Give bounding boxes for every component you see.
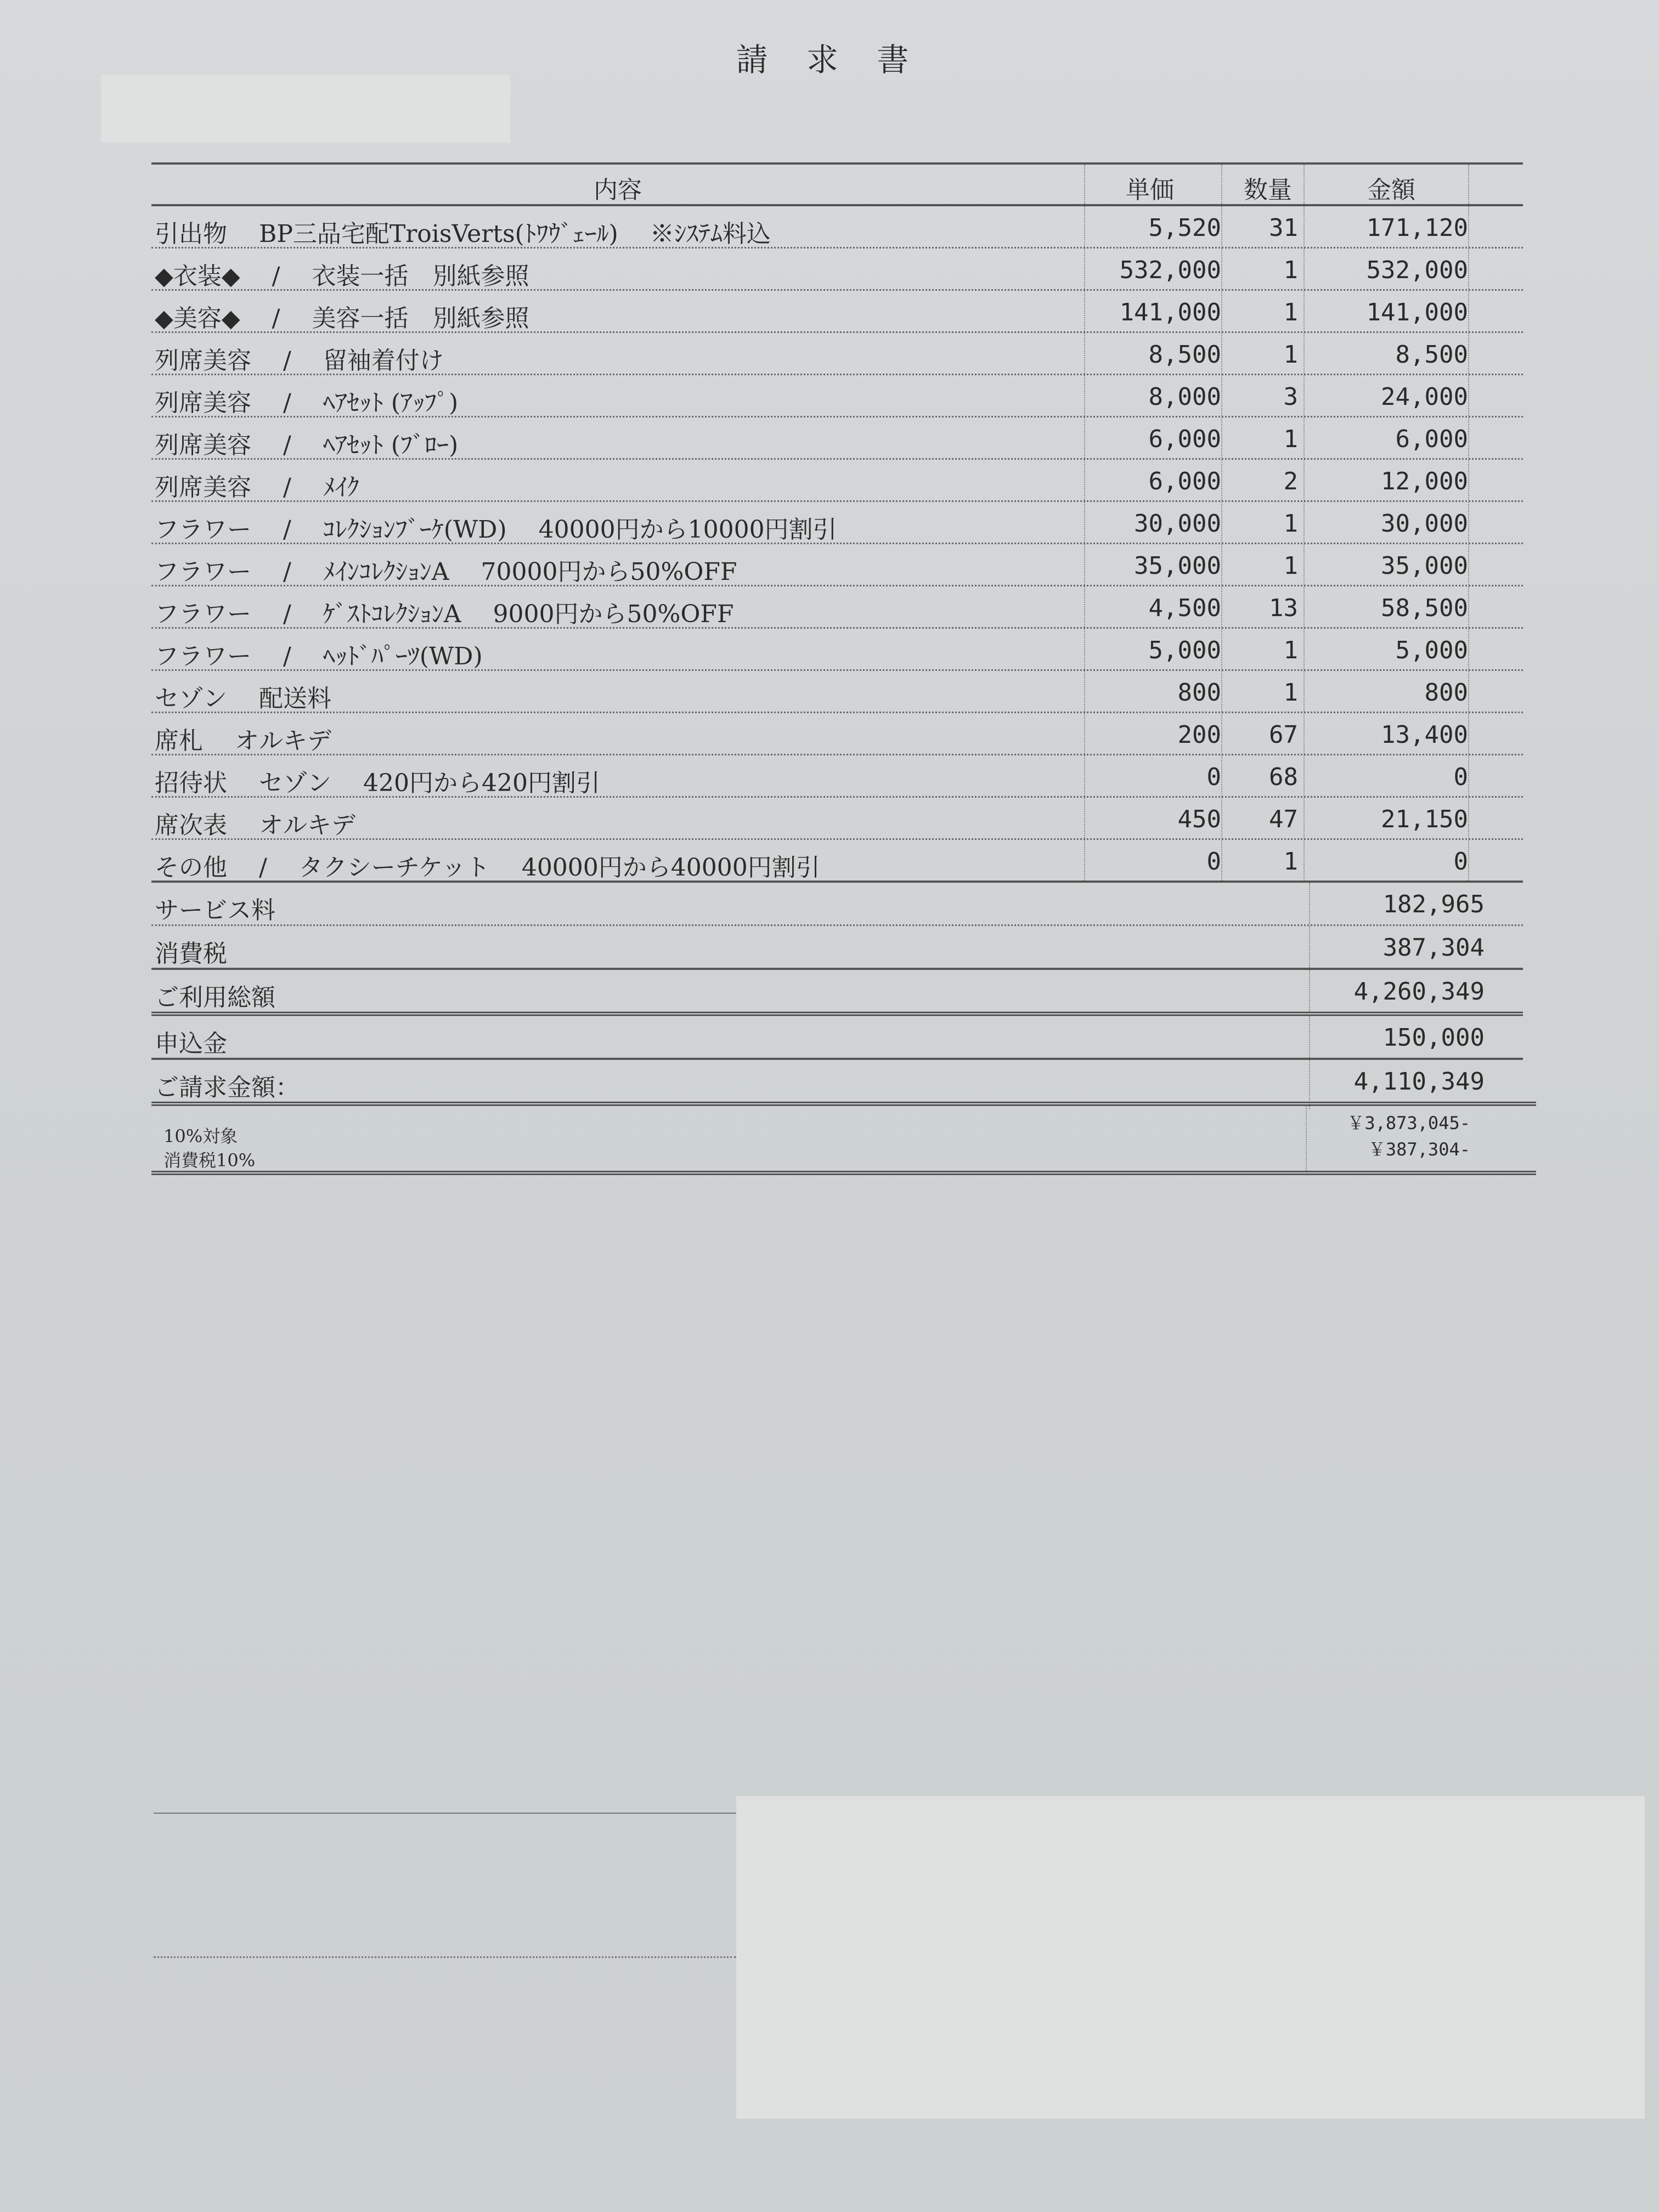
header-price: 単価: [1126, 176, 1174, 204]
row-qty: 1: [1283, 679, 1298, 707]
table-row: [151, 375, 1523, 417]
table-row: [151, 417, 1523, 460]
row-amount: 58,500: [1381, 594, 1468, 622]
row-desc: フラワー / ｹﾞｽﾄｺﾚｸｼｮﾝA 9000円から50%OFF: [155, 600, 734, 628]
row-qty: 1: [1283, 341, 1298, 369]
signature-line: [154, 1813, 736, 1814]
tax-amount-base: ￥3,873,045-: [1347, 1113, 1470, 1133]
row-qty: 1: [1283, 636, 1298, 664]
row-price: 450: [1177, 805, 1221, 833]
row-qty: 67: [1269, 721, 1298, 749]
row-amount: 24,000: [1381, 383, 1468, 411]
row-amount: 8,500: [1395, 341, 1468, 369]
row-price: 8,000: [1148, 383, 1221, 411]
summary-amount: 4,260,349: [1353, 978, 1485, 1006]
summary-row: [151, 970, 1523, 1016]
row-price: 0: [1206, 763, 1221, 791]
row-desc: 列席美容 / ﾍｱｾｯﾄ (ﾌﾞﾛｰ): [155, 431, 459, 459]
row-desc: セゾン 配送料: [155, 685, 331, 713]
row-amount: 35,000: [1381, 552, 1468, 580]
table-row: [151, 755, 1523, 798]
row-amount: 30,000: [1381, 510, 1468, 538]
row-qty: 1: [1283, 256, 1298, 284]
tax-label-rate: 消費税10%: [163, 1150, 256, 1171]
table-row: [151, 333, 1523, 375]
row-desc: 列席美容 / ﾍｱｾｯﾄ (ｱｯﾌﾟ): [155, 389, 459, 417]
table-row: [151, 840, 1523, 883]
row-desc: 列席美容 / 留袖着付け: [155, 347, 444, 375]
row-price: 8,500: [1148, 341, 1221, 369]
table-row: [151, 629, 1523, 671]
row-desc: 席次表 オルキデ: [155, 811, 356, 839]
row-amount: 171,120: [1366, 214, 1468, 242]
table-row: [151, 460, 1523, 502]
row-desc: その他 / タクシーチケット 40000円から40000円割引: [155, 854, 820, 882]
table-row: [151, 206, 1523, 249]
row-qty: 1: [1283, 425, 1298, 453]
summary-amount: 387,304: [1383, 934, 1485, 962]
row-qty: 13: [1269, 594, 1298, 622]
row-price: 800: [1177, 679, 1221, 707]
row-amount: 6,000: [1395, 425, 1468, 453]
table-row: [151, 249, 1523, 291]
signature-dotted-line: [154, 1956, 736, 1958]
tax-amount-rate: ￥387,304-: [1368, 1139, 1470, 1160]
summary-label: 消費税: [155, 940, 227, 968]
row-qty: 1: [1283, 510, 1298, 538]
summary-row: [151, 883, 1523, 926]
row-price: 6,000: [1148, 425, 1221, 453]
table-header: [151, 162, 1523, 206]
invoice-table: [151, 162, 1523, 1109]
row-price: 200: [1177, 721, 1221, 749]
row-desc: フラワー / ﾍｯﾄﾞﾊﾟｰﾂ(WD): [155, 642, 483, 670]
table-row: [151, 291, 1523, 333]
row-price: 30,000: [1134, 510, 1221, 538]
tax-breakdown: [151, 1102, 1536, 1175]
row-amount: 0: [1453, 763, 1468, 791]
row-qty: 47: [1269, 805, 1298, 833]
redacted-block-top: [101, 75, 510, 143]
row-price: 35,000: [1134, 552, 1221, 580]
row-qty: 31: [1269, 214, 1298, 242]
row-qty: 3: [1283, 383, 1298, 411]
row-price: 0: [1206, 848, 1221, 876]
table-row: [151, 586, 1523, 629]
redacted-block-bottom: [736, 1796, 1645, 2119]
header-amount: 金額: [1367, 176, 1415, 204]
summary-label: 申込金: [155, 1030, 227, 1058]
summary-label: ご利用総額: [155, 984, 275, 1012]
tax-label-base: 10%対象: [163, 1126, 238, 1147]
row-amount: 141,000: [1366, 298, 1468, 326]
row-qty: 1: [1283, 848, 1298, 876]
row-desc: 引出物 BP三品宅配TroisVerts(ﾄﾜｳﾞｪｰﾙ) ※ｼｽﾃﾑ料込: [155, 220, 771, 248]
row-desc: 席札 オルキデ: [155, 727, 331, 755]
row-desc: フラワー / ｺﾚｸｼｮﾝﾌﾞｰｹ(WD) 40000円から10000円割引: [155, 516, 837, 544]
table-row: [151, 671, 1523, 713]
summary-row: [151, 926, 1523, 970]
header-desc: 内容: [594, 176, 642, 204]
row-amount: 800: [1424, 679, 1468, 707]
row-price: 6,000: [1148, 467, 1221, 495]
row-desc: ◆衣装◆ / 衣装一括 別紙参照: [155, 262, 529, 290]
table-row: [151, 713, 1523, 755]
summary-amount: 150,000: [1383, 1024, 1485, 1052]
summary-amount: 4,110,349: [1353, 1068, 1485, 1096]
row-price: 5,520: [1148, 214, 1221, 242]
row-amount: 0: [1453, 848, 1468, 876]
row-price: 4,500: [1148, 594, 1221, 622]
row-desc: 列席美容 / ﾒｲｸ: [155, 473, 359, 501]
row-qty: 1: [1283, 552, 1298, 580]
row-amount: 5,000: [1395, 636, 1468, 664]
row-qty: 2: [1283, 467, 1298, 495]
table-row: [151, 798, 1523, 840]
row-desc: フラワー / ﾒｲﾝｺﾚｸｼｮﾝA 70000円から50%OFF: [155, 558, 737, 586]
row-price: 532,000: [1119, 256, 1221, 284]
row-qty: 68: [1269, 763, 1298, 791]
row-amount: 13,400: [1381, 721, 1468, 749]
row-price: 141,000: [1119, 298, 1221, 326]
table-row: [151, 502, 1523, 544]
row-amount: 532,000: [1366, 256, 1468, 284]
summary-amount: 182,965: [1383, 890, 1485, 918]
table-row: [151, 544, 1523, 586]
header-qty: 数量: [1244, 176, 1292, 204]
row-desc: 招待状 セゾン 420円から420円割引: [155, 769, 600, 797]
row-amount: 12,000: [1381, 467, 1468, 495]
row-price: 5,000: [1148, 636, 1221, 664]
row-qty: 1: [1283, 298, 1298, 326]
summary-label: サービス料: [155, 896, 275, 924]
row-desc: ◆美容◆ / 美容一括 別紙参照: [155, 304, 529, 332]
summary-row: [151, 1016, 1523, 1060]
row-amount: 21,150: [1381, 805, 1468, 833]
summary-label: ご請求金額：: [155, 1074, 300, 1102]
document-title: 請 求 書: [736, 41, 923, 78]
